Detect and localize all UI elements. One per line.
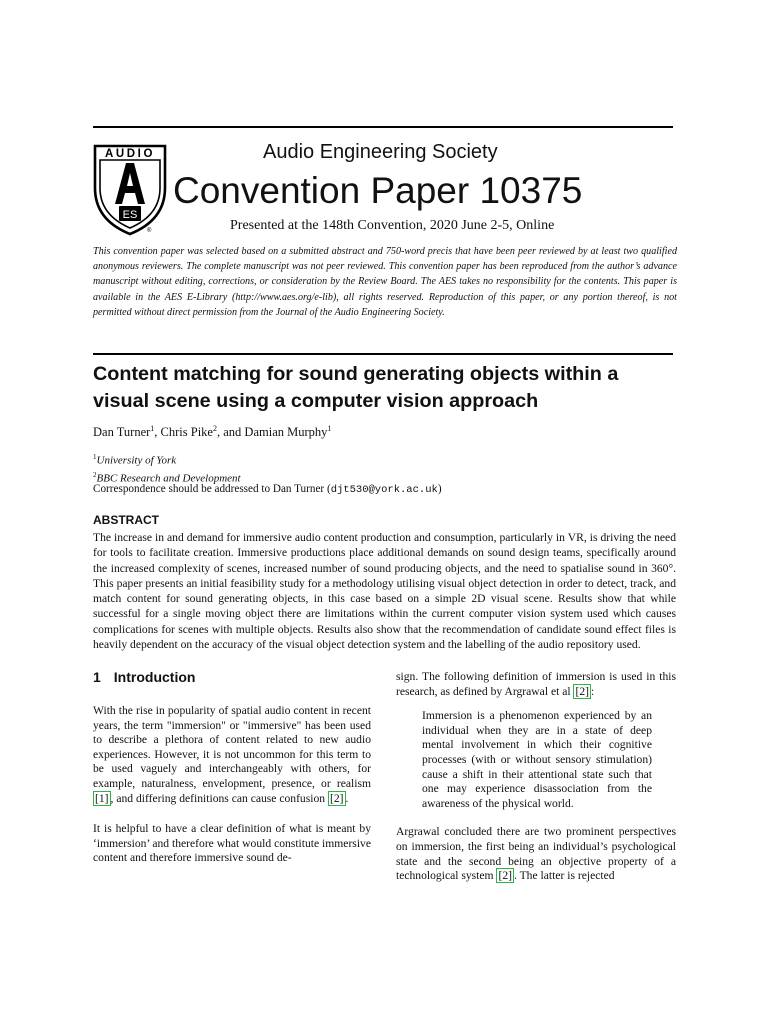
author-name: Dan Turner	[93, 425, 151, 440]
author-sup: 2	[212, 424, 217, 433]
affiliation-item: $^2$BBC Research and Development	[93, 470, 241, 485]
correspondence-line: Correspondence should be addressed to Dan Turner (djt530@york.ac.uk)	[93, 483, 442, 496]
affiliations	[93, 450, 241, 485]
paragraph: Argrawal concluded there are two prominent perspectives on immersion, the first being an individual’s psychological state and the second being an objective property of a technological system [2] . The latter is rejected	[396, 825, 676, 883]
article-title: Content matching for sound generating objects within a visual scene using a computer vision approach	[93, 363, 619, 412]
section-heading-introduction	[93, 669, 195, 685]
author-sep: , and	[216, 425, 245, 440]
affiliation-item: $^1$University of York	[93, 453, 177, 467]
logo-text-es: ES	[122, 209, 138, 221]
block-quote: Immersion is a phenomenon experienced by an individual when they are in a state of deep mental involvement in which their cognitive processes (with or without sensory stimulation) cause a shift in their attentional state such that one may experience disassociation from the awareness of the physical world.	[422, 709, 652, 810]
author-name: Damian Murphy	[244, 425, 328, 440]
right-column	[396, 670, 676, 884]
author-sup: 1	[150, 424, 155, 433]
author-name: Chris Pike	[160, 425, 213, 440]
section-number: 1	[93, 669, 101, 685]
abstract-heading: ABSTRACT	[93, 513, 159, 527]
disclaimer-text: This convention paper was selected based on a submitted abstract and 750-word precis that have been peer reviewed by at least two qualified anonymous reviewers. The complete manuscript was not peer reviewed. This convention paper has been reproduced from the author’s advance manuscript without editing, corrections, or consideration by the Review Board. The AES takes no responsibility for the contents. This paper is available in the AES E-Library (http://www.aes.org/e-lib), all rights reserved. Reproduction of this paper, or any portion thereof, is not permitted without direct permission from the Journal of the Audio Engineering Society.	[93, 246, 677, 318]
paragraph: It is helpful to have a clear definition of what is meant by ‘immersion’ and therefore what would constitute immersive content and therefore immersive sound de-	[93, 822, 371, 865]
author-sep: ,	[154, 425, 161, 440]
convention-paper-title: Convention Paper 10375	[173, 170, 583, 211]
top-rule	[93, 126, 673, 128]
citation-link[interactable]: [2]	[329, 791, 344, 805]
aes-logo	[92, 144, 168, 236]
paragraph: With the rise in popularity of spatial audio content in recent years, the term "immersion" or "immersive" has been used to describe a plethora of content related to new audio experiences. However, it is not uncommon for this term to be used vaguely and interchangeably with others, for example, naturalness, envelopment, presence, or realism [1] , and differing definitions can cause confusion [2] .	[93, 704, 371, 805]
correspondence-email[interactable]: djt530@york.ac.uk	[330, 484, 438, 496]
citation-link[interactable]: [2]	[575, 684, 590, 698]
section-title: Introduction	[113, 669, 196, 685]
citation-link[interactable]: [2]	[498, 869, 512, 883]
left-column	[93, 704, 371, 882]
registered-mark: ®	[147, 228, 152, 234]
logo-text-audio: AUDIO	[104, 148, 156, 160]
presented-at-line: Presented at the 148th Convention, 2020 June 2-5, Online	[230, 218, 555, 233]
title-rule	[93, 353, 673, 355]
citation-link[interactable]: [1]	[95, 791, 109, 805]
author-sup: 1	[327, 424, 332, 433]
society-name: Audio Engineering Society	[263, 141, 498, 163]
author-list	[93, 424, 331, 440]
paragraph: sign. The following definition of immersion is used in this research, as defined by Argrawal et al [2] :	[396, 670, 676, 698]
abstract-text: The increase in and demand for immersive audio content production and consumption, particularly in VR, is driving the need for tools to facilitate creation. Immersive productions place additional demands on sound design teams, specifically around the increased complexity of scenes, increased number of sound producing objects, and the need to spatialise sound in 360°. This paper presents an initial feasibility study for a methodology utilising visual object detection in order to detect, track, and match content for sound generating objects, in this case based on a simple 2D visual scene. Results show that while successful for a single moving object there are limitations within the current computer vision system used which causes complications for scenes with multiple objects. Results also show that the recommendation of candidate sound effect files is heavily dependent on the accuracy of the visual object detection system and the labelling of the audio repository used.	[93, 531, 676, 651]
